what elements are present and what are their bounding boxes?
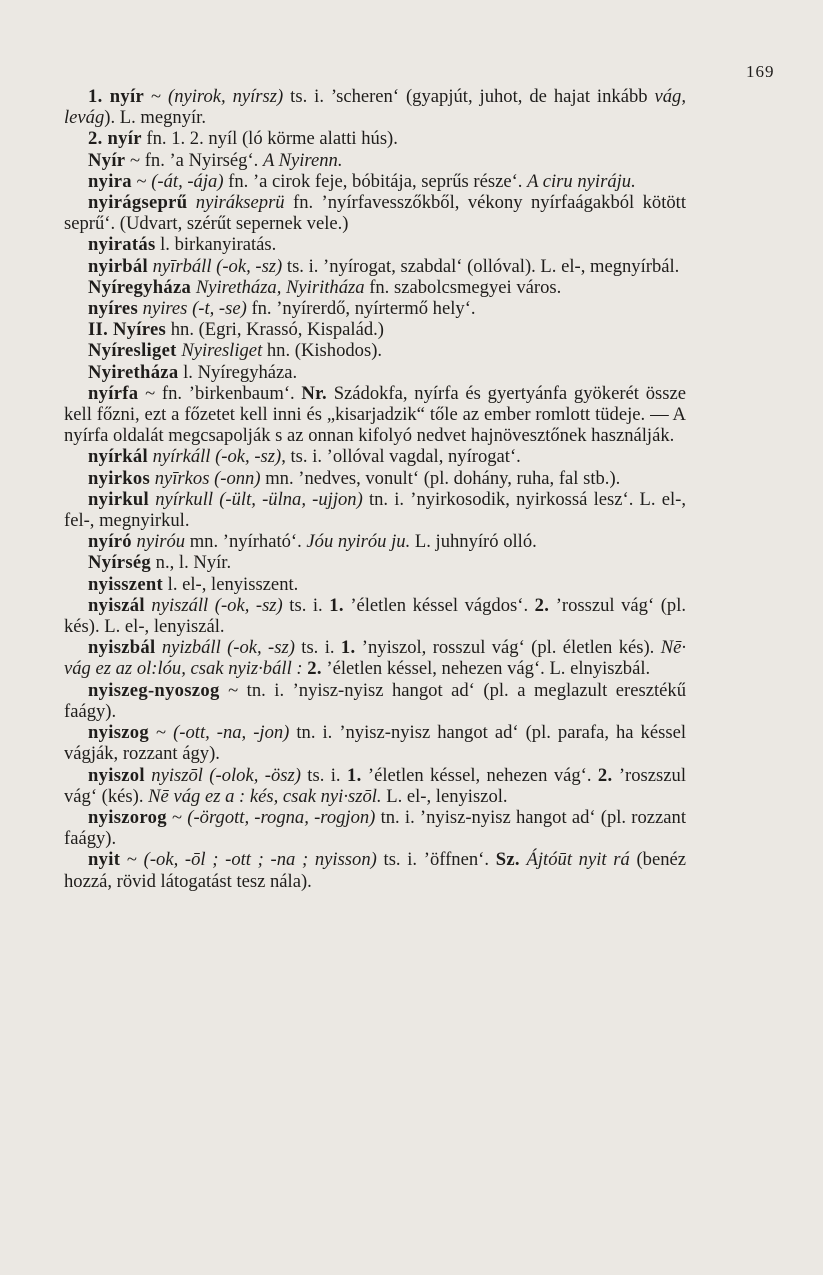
entry-text	[520, 849, 527, 870]
entry-italic-form: (-örgott, -rogna, -rogjon)	[187, 806, 376, 828]
entry-italic-form: Nē vág ez a : kés, csak nyi·szōl.	[148, 785, 382, 807]
entry-text: mn. ’nyírható‘.	[185, 531, 307, 553]
dictionary-entry	[64, 128, 686, 149]
entry-text: l. Nyíregyháza.	[178, 361, 298, 383]
dictionary-entry	[64, 489, 686, 531]
entry-text: ~ fn. ’a Nyirség‘.	[125, 149, 263, 171]
dictionary-entry	[64, 552, 686, 573]
entry-headword: nyiratás	[88, 234, 156, 256]
entry-text: ts. i. ’öffnen‘.	[376, 849, 496, 871]
entry-text: ~	[149, 722, 174, 744]
dictionary-entry	[64, 383, 686, 447]
entry-italic-form: nyírkull (-ült, -ülna, -ujjon)	[155, 488, 363, 510]
entry-text: fn. 1. 2. nyíl (ló körme alatti hús).	[141, 128, 398, 150]
entry-text: mn. ’nedves, vonult‘ (pl. dohány, ruha, fal stb.).	[260, 467, 621, 489]
entry-text: ~	[166, 806, 188, 828]
entry-headword: nyírkál	[88, 446, 148, 468]
entry-text: , ts. i. ’ollóval vagdal, nyírogat‘.	[281, 446, 521, 468]
entry-italic-form: vág, levág	[64, 86, 686, 129]
entry-text: ts. i. ’nyírogat, szabdal‘ (ollóval). L. el-, megnyírbál.	[282, 255, 680, 277]
entry-italic-form: A Nyirenn.	[262, 149, 343, 171]
entry-text: ~	[120, 849, 144, 871]
dictionary-entry	[64, 86, 686, 128]
dictionary-entry	[64, 150, 686, 171]
dictionary-entry	[64, 531, 686, 552]
entry-headword: 2. nyír	[88, 128, 142, 150]
entry-text: tn. i. ’nyirkosodik, nyirkossá lesz‘. L. el-, fel-, megnyirkul.	[64, 488, 686, 532]
entry-headword: 2.	[307, 658, 322, 680]
entry-headword: nyisszent	[88, 573, 164, 595]
dictionary-entry	[64, 807, 686, 849]
entry-text: Szádokfa, nyírfa és gyertyánfa gyökerét össze kell főzni, ezt a főzetet kell inni és „kisarjadzik“ tőle az ember romlott tüdeje. — A nyírfa oldalát megcsapolják s az onnan kifolyó nedvet hajnövesztőnek használják.	[64, 382, 686, 447]
dictionary-entry	[64, 340, 686, 361]
entry-text: ’nyiszol, rosszul vág‘ (pl. életlen kés).	[355, 637, 661, 659]
entry-text: tn. i. ’nyisz-nyisz hangot ad‘ (pl. parafa, ha késsel vágják, rozzant ágy).	[64, 722, 686, 765]
entry-italic-form: (nyirok, nyírsz)	[168, 86, 284, 107]
entry-text: ’roszszul vág‘ (kés).	[64, 764, 686, 807]
entry-headword: nyiszeg-nyoszog	[88, 679, 220, 701]
entry-text: l. birkanyiratás.	[155, 234, 277, 256]
entry-italic-form: nyiszōl (-olok, -ösz)	[151, 764, 301, 786]
entry-headword: 1.	[340, 637, 356, 659]
entry-italic-form: nyirákseprü	[195, 192, 285, 214]
dictionary-entry	[64, 680, 686, 722]
entry-text: L. juhnyíró olló.	[410, 531, 537, 553]
entry-text: ~ tn. i. ’nyisz-nyisz hangot ad‘ (pl. a meglazult eresztékű faágy).	[64, 679, 686, 722]
entry-text: hn. (Egri, Krassó, Kispalád.)	[166, 319, 384, 341]
entry-headword: nyiszog	[88, 722, 149, 744]
entry-text: ts. i.	[282, 594, 330, 616]
entry-italic-form: Jóu nyiróu ju.	[306, 531, 411, 553]
entry-headword: nyit	[88, 849, 121, 871]
entry-headword: II. Nyíres	[88, 319, 167, 341]
entry-text: ’életlen késsel vágdos‘.	[343, 594, 535, 616]
entry-headword: nyiszol	[88, 764, 145, 786]
dictionary-entry	[64, 446, 686, 467]
dictionary-entry	[64, 722, 686, 764]
entry-headword: Nyiretháza	[88, 361, 179, 383]
entry-italic-form: nyírkáll (-ok, -sz)	[152, 446, 282, 468]
dictionary-entry	[64, 319, 686, 340]
entry-text: n., l. Nyír.	[151, 552, 232, 574]
entry-text: ts. i.	[294, 637, 341, 659]
dictionary-entry	[64, 234, 686, 255]
dictionary-entry	[64, 362, 686, 383]
entry-text: ~	[144, 86, 168, 107]
entry-headword: nyíres	[88, 298, 139, 320]
entry-italic-form: (-ok, -ōl ; -ott ; -na ; nyisson)	[143, 849, 377, 871]
entry-text	[187, 192, 195, 213]
entry-headword: Sz.	[495, 849, 520, 871]
entry-headword: Nr.	[301, 382, 327, 404]
dictionary-entry	[64, 849, 686, 891]
entry-italic-form: (-át, -ája)	[151, 170, 224, 192]
entry-text: fn. ’a cirok feje, bóbitája, seprűs része‘.	[223, 170, 528, 192]
entry-headword: nyírfa	[88, 382, 139, 404]
entry-text: fn. ’nyírfavesszőkből, vékony nyírfaágakból kötött seprű‘. (Udvart, szérűt sepernek vele.)	[64, 192, 686, 235]
entry-headword: Nyíresliget	[88, 340, 177, 362]
entry-text: ’életlen késsel, nehezen vág‘.	[361, 764, 598, 786]
entry-headword: 1.	[329, 594, 344, 616]
entry-text: L. el-, lenyiszol.	[381, 785, 508, 807]
dictionary-entry	[64, 192, 686, 234]
entry-headword: Nyíregyháza	[88, 276, 192, 298]
entry-text: ’rosszul vág‘ (pl. kés). L. el-, lenyiszál.	[64, 594, 687, 638]
entry-headword: nyirbál	[88, 255, 148, 277]
entry-italic-form: nyiszáll (-ok, -sz)	[151, 594, 283, 616]
entry-italic-form: nyīrbáll (-ok, -sz)	[152, 255, 283, 277]
entry-headword: nyirkos	[88, 467, 151, 489]
page-number: 169	[746, 62, 775, 81]
entry-headword: 1. nyír	[88, 86, 145, 107]
entry-text: ~	[131, 170, 152, 192]
entry-text: ts. i.	[300, 764, 347, 786]
dictionary-entry	[64, 574, 686, 595]
entry-headword: 2.	[597, 764, 613, 786]
dictionary-entry	[64, 765, 686, 807]
entry-text: ). L. megnyír.	[104, 107, 206, 129]
entry-italic-form: Nyiretháza, Nyiritháza	[195, 276, 365, 298]
entry-headword: nyira	[88, 170, 132, 192]
entry-text: (benéz hozzá, rövid látogatást tesz nála).	[64, 849, 686, 892]
entry-text: ts. i. ’scheren‘ (gyapjút, juhot, de hajat inkább	[283, 86, 655, 107]
entry-headword: 1.	[346, 764, 362, 786]
dictionary-entry	[64, 256, 686, 277]
entry-headword: nyirkul	[88, 488, 150, 510]
entry-italic-form: A ciru nyiráju.	[527, 170, 636, 192]
dictionary-entry	[64, 595, 686, 637]
entry-text: hn. (Kishodos).	[262, 340, 383, 362]
entry-text: l. el-, lenyisszent.	[163, 573, 299, 595]
entry-italic-form: Nyiresliget	[181, 340, 263, 362]
entry-headword: Nyír	[88, 149, 126, 171]
entry-headword: nyiszál	[88, 594, 145, 616]
entry-italic-form: (-ott, -na, -jon)	[173, 722, 290, 744]
entry-headword: nyirágseprű	[88, 192, 188, 214]
dictionary-entry	[64, 298, 686, 319]
dictionary-entry	[64, 468, 686, 489]
entry-list	[64, 86, 686, 892]
entry-headword: nyiszorog	[88, 806, 167, 828]
entry-headword: nyíró	[88, 531, 132, 553]
entry-text: ~ fn. ’birkenbaum‘.	[138, 382, 302, 404]
entry-text: fn. ’nyírerdő, nyírtermő hely‘.	[246, 298, 476, 320]
entry-italic-form: nyires (-t, -se)	[142, 298, 247, 320]
entry-headword: Nyírség	[88, 552, 152, 574]
dictionary-entry	[64, 277, 686, 298]
entry-italic-form: nyiróu	[136, 531, 186, 553]
entry-italic-form: Ájtóūt nyit rá	[526, 849, 630, 871]
entry-text: ’életlen késsel, nehezen vág‘. L. elnyiszbál.	[321, 658, 651, 680]
dictionary-entry	[64, 637, 686, 679]
entry-text: fn. szabolcsmegyei város.	[364, 276, 562, 298]
dictionary-entry	[64, 171, 686, 192]
entry-text: tn. i. ’nyisz-nyisz hangot ad‘ (pl. rozzant faágy).	[64, 806, 686, 850]
entry-italic-form: nyīrkos (-onn)	[154, 467, 261, 489]
entry-headword: 2.	[534, 594, 550, 616]
entry-italic-form: nyizbáll (-ok, -sz)	[161, 637, 295, 659]
entry-headword: nyiszbál	[88, 637, 156, 659]
entry-italic-form: Nē· vág ez az ol:lóu, csak nyiz·báll :	[64, 637, 687, 680]
